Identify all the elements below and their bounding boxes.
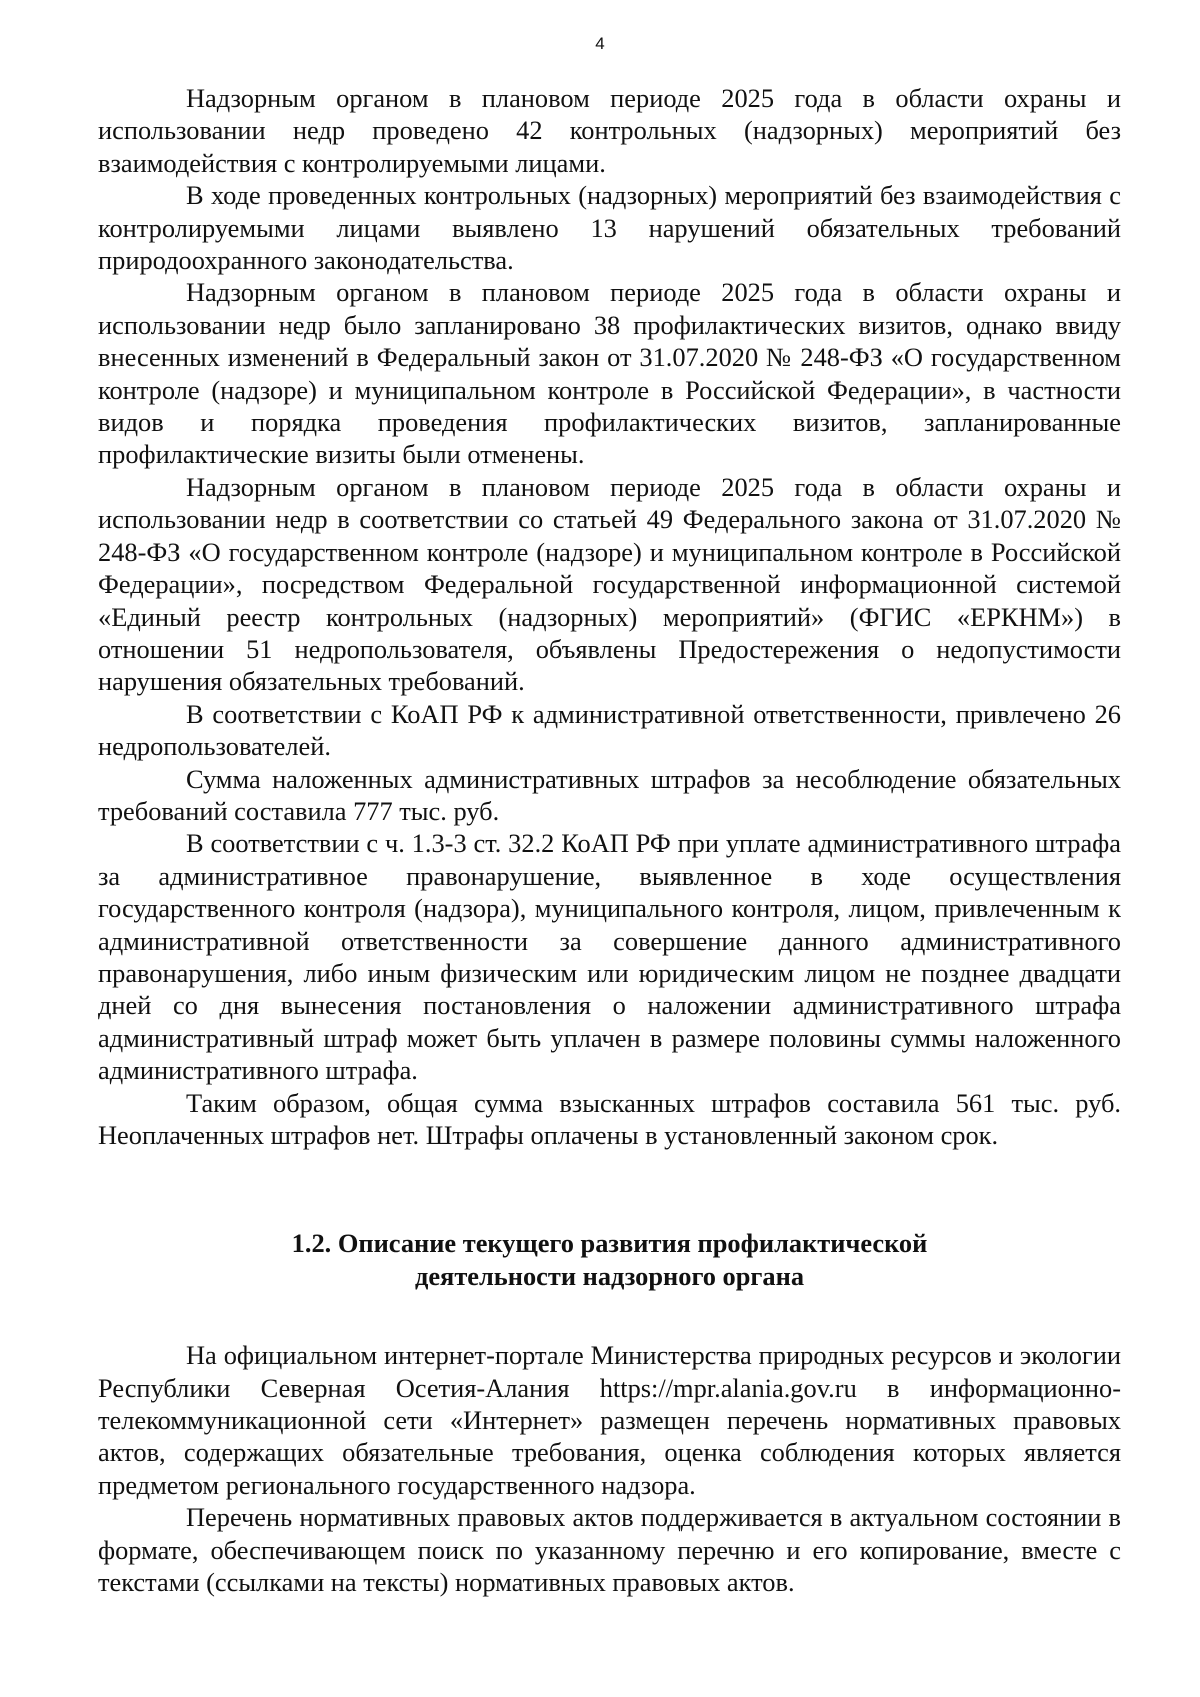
paragraph: Надзорным органом в плановом периоде 2025 года в области охраны и использовании недр было запланировано 38 профилактических визитов, однако ввиду внесенных изменений в Федеральный закон от 31.07.2020 № 248-ФЗ «О государственном контроле (надзоре) и муниципальном контроле в Российской Федерации», в частности видов и порядка проведения профилактических визитов, запланированные профилактические визиты были отменены. (98, 277, 1121, 470)
paragraph: В соответствии с ч. 1.3-3 ст. 32.2 КоАП РФ при уплате административного штрафа за административное правонарушение, выявленное в ходе осуществления государственного контроля (надзора), муниципального контроля, лицом, привлеченным к административной ответственности за совершение данного административного правонарушения, либо иным физическим или юридическим лицом не позднее двадцати дней со дня вынесения постановления о наложении административного штрафа административный штраф может быть уплачен в размере половины суммы наложенного административного штрафа. (98, 828, 1121, 1086)
paragraph: В соответствии с КоАП РФ к административной ответственности, привлечено 26 недропользователей. (98, 698, 1121, 762)
paragraph: Надзорным органом в плановом периоде 2025 года в области охраны и использовании недр в соответствии со статьей 49 Федерального закона от 31.07.2020 № 248-ФЗ «О государственном контроле (надзоре) и муниципальном контроле в Российской Федерации», посредством Федеральной государственной информационной системой «Единый реестр контрольных (надзорных) мероприятий» (ФГИС «ЕРКНМ») в отношении 51 недропользователя, объявлены Предостережения о недопустимости нарушения обязательных требований. (98, 471, 1121, 697)
paragraph: Надзорным органом в плановом периоде 2025 года в области охраны и использовании недр проведено 42 контрольных (надзорных) мероприятий без взаимодействия с контролируемыми лицами. (98, 83, 1121, 178)
section-heading (98, 1227, 1121, 1292)
paragraph: На официальном интернет-портале Министерства природных ресурсов и экологии Республики Северная Осетия-Алания https://mpr.alania.gov.ru в информационно-телекоммуникационной сети «Интернет» размещен перечень нормативных правовых актов, содержащих обязательные требования, оценка соблюдения которых является предметом регионального государственного надзора. (98, 1340, 1121, 1500)
paragraph: Сумма наложенных административных штрафов за несоблюдение обязательных требований составила 777 тыс. руб. (98, 763, 1121, 826)
section-heading-line: 1.2. Описание текущего развития профилактической (291, 1228, 928, 1259)
paragraph: В ходе проведенных контрольных (надзорных) мероприятий без взаимодействия с контролируемыми лицами выявлено 13 нарушений обязательных требований природоохранного законодательства. (98, 180, 1121, 276)
section-heading-line: деятельности надзорного органа (414, 1260, 805, 1291)
document-body (98, 82, 1121, 1598)
paragraph: Таким образом, общая сумма взысканных штрафов составила 561 тыс. руб. Неоплаченных штрафов нет. Штрафы оплачены в установленный законом срок. (98, 1087, 1121, 1150)
page-number: 4 (595, 34, 605, 53)
paragraph: Перечень нормативных правовых актов поддерживается в актуальном состоянии в формате, обеспечивающем поиск по указанному перечню и его копирование, вместе с текстами (ссылками на тексты) нормативных правовых актов. (98, 1502, 1121, 1598)
